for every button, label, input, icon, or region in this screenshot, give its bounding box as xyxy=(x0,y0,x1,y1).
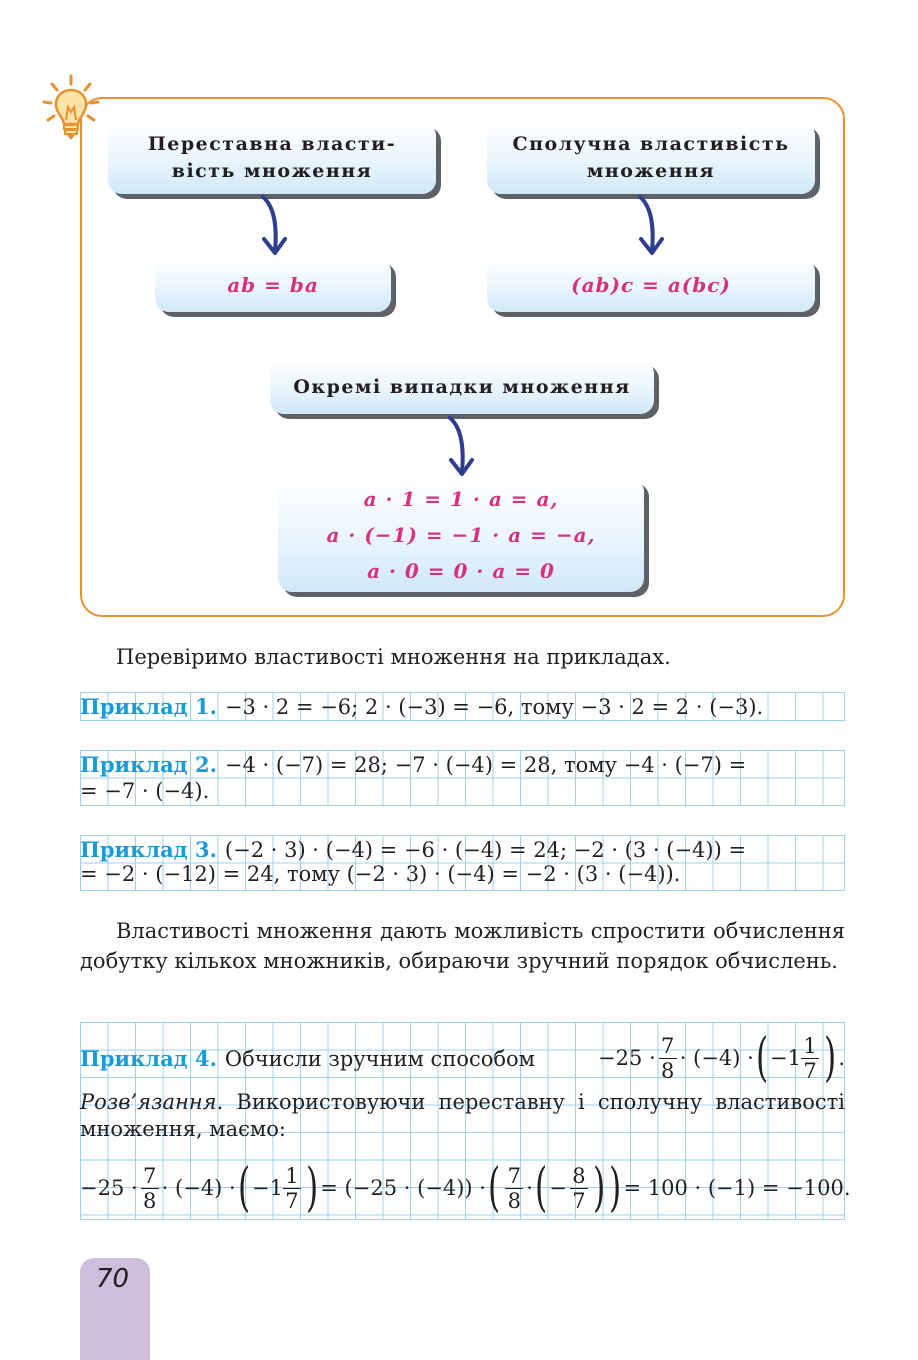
example-2-line-1 xyxy=(80,752,845,778)
example-3-grid xyxy=(80,835,845,891)
special-formula-1: a · 1 = 1 · a = a, xyxy=(363,487,559,511)
arrow-down-icon xyxy=(632,193,672,259)
box2-title-line2: множення xyxy=(586,160,716,182)
special-cases-box xyxy=(270,360,654,414)
box1-title-line2: вість множення xyxy=(171,160,373,182)
example-4-solution xyxy=(80,1089,845,1143)
example-1-label: Приклад 1. xyxy=(80,694,217,719)
commutative-property-box xyxy=(108,122,436,194)
example-1-line xyxy=(80,694,845,720)
solution-label: Розв’язання. xyxy=(80,1090,224,1114)
example-4-task: Обчисли зручним способом xyxy=(224,1046,535,1071)
calc-mid: · (−4) · xyxy=(161,1176,236,1200)
special-formula-3: a · 0 = 0 · a = 0 xyxy=(367,559,555,583)
calc-dot: · xyxy=(526,1176,533,1200)
right-paren-icon: ) xyxy=(609,1158,622,1218)
fraction-1-7: $\frac{1}{7}$ xyxy=(283,1164,301,1213)
left-paren-icon: ( xyxy=(488,1158,501,1218)
left-paren-icon: ( xyxy=(535,1158,548,1218)
solution-text: Використовуючи переставну і сполучну властивості множення, маємо: xyxy=(80,1090,845,1141)
calc-result: = 100 · (−1) = −100 xyxy=(623,1176,844,1200)
example-3-text-2: = −2 · (−12) = 24, тому (−2 · 3) · (−4) = −2 · (3 · (−4)). xyxy=(80,862,681,886)
associative-formula-box xyxy=(487,258,815,312)
intro-text: Перевіримо властивості множення на прикладах. xyxy=(116,645,671,669)
expr-neg25: −25 · xyxy=(598,1046,656,1070)
calc-eq1: = (−25 · (−4)) · xyxy=(320,1176,486,1200)
page-number: 70 xyxy=(96,1264,130,1294)
example-3-line-2 xyxy=(80,861,845,887)
lightbulb-icon xyxy=(40,74,102,144)
fraction-8-7: $\frac{8}{7}$ xyxy=(570,1164,588,1213)
example-2-label: Приклад 2. xyxy=(80,752,217,777)
fraction-1-7: $\frac{1}{7}$ xyxy=(801,1034,819,1083)
commutative-formula-box xyxy=(155,258,391,312)
left-paren-icon: ( xyxy=(237,1158,250,1218)
example-3-text-1: (−2 · 3) · (−4) = −6 · (−4) = 24; −2 · (3 · (−4)) = xyxy=(224,838,747,862)
expr-period: . xyxy=(838,1046,845,1070)
example-3-label: Приклад 3. xyxy=(80,837,217,862)
expr-neg1: −1 xyxy=(770,1046,802,1070)
properties-paragraph: Властивості множення дають можливість спростити обчислення добутку кількох множників, обираючи зручний порядок обчислень. xyxy=(80,919,845,973)
example-2-text-1: −4 · (−7) = 28; −7 · (−4) = 28, тому −4 · (−7) = xyxy=(224,753,747,777)
example-2-line-2 xyxy=(80,778,845,804)
calc-neg25: −25 · xyxy=(80,1176,138,1200)
box1-title-line1: Переставна власти- xyxy=(147,133,397,155)
fraction-7-8: $\frac{7}{8}$ xyxy=(659,1034,677,1083)
expr-mid: · (−4) · xyxy=(679,1046,754,1070)
fraction-7-8: $\frac{7}{8}$ xyxy=(141,1164,159,1213)
left-paren-icon: ( xyxy=(755,1028,768,1088)
box2-title-line1: Сполучна властивість xyxy=(512,133,790,155)
arrow-down-icon xyxy=(255,193,295,259)
example-1-grid xyxy=(80,692,845,721)
right-paren-icon: ) xyxy=(592,1158,606,1218)
commutative-formula: ab = ba xyxy=(227,273,319,297)
example-4-task-row xyxy=(80,1030,845,1086)
example-3-line-1 xyxy=(80,837,845,863)
example-4-label: Приклад 4. xyxy=(80,1045,217,1071)
associative-property-box xyxy=(487,122,815,194)
calc-mixed-number: −1 $\frac{1}{7}$ xyxy=(252,1164,304,1213)
example-2-text-2: = −7 · (−4). xyxy=(80,779,210,803)
special-cases-title: Окремі випадки множення xyxy=(293,375,631,398)
special-formula-2: a · (−1) = −1 · a = −a, xyxy=(326,523,596,547)
example-4-expression xyxy=(598,1028,845,1088)
arrow-down-icon xyxy=(442,414,482,480)
associative-formula: (ab)c = a(bc) xyxy=(571,273,731,297)
special-cases-formulas-box xyxy=(278,478,644,592)
example-4-calculation: −25 · $\frac{7}{8}$ · (−4) · ( −1 $\frac{1}{7}$ ) = (−25 · (−4)) · ( $\frac{7}{8}$ · ( − $\frac{8}{7}$ ) ) = 100 · (−1) = −100. xyxy=(80,1158,851,1218)
right-paren-icon: ) xyxy=(306,1158,319,1218)
right-paren-icon: ) xyxy=(824,1028,837,1088)
calc-minus: − xyxy=(549,1176,567,1200)
fraction-7-8: $\frac{7}{8}$ xyxy=(505,1164,523,1213)
example-1-text: −3 · 2 = −6; 2 · (−3) = −6, тому −3 · 2 = 2 · (−3). xyxy=(224,695,764,719)
example-2-grid xyxy=(80,750,845,806)
